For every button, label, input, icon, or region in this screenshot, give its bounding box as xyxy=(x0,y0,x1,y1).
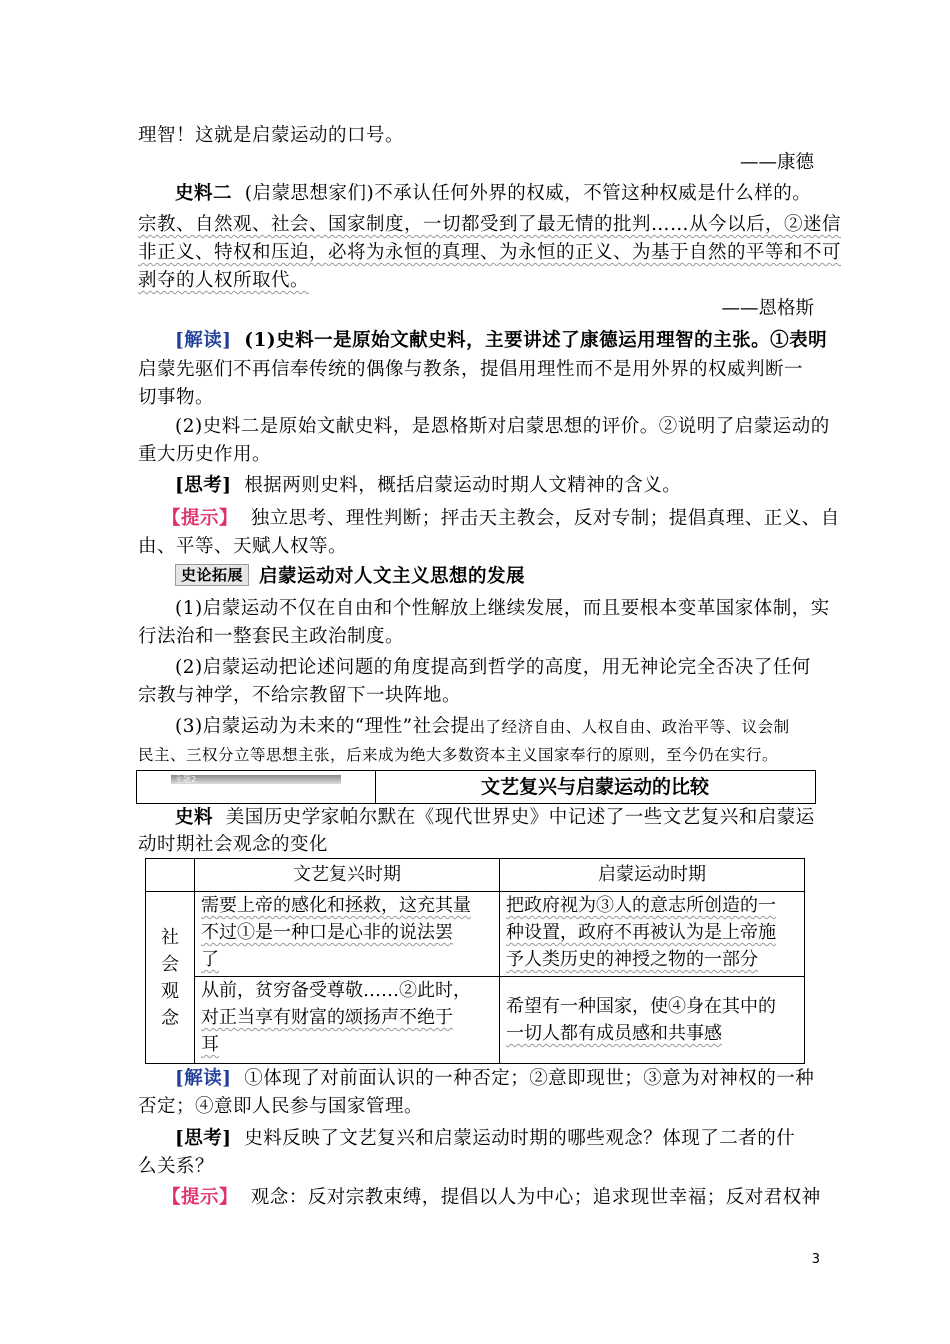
author-kant: ——康德 xyxy=(739,152,814,173)
table-cell: 把政府视为③人的意志所创造的一 种设置，政府不再被认为是上帝施 予人类历史的神授之物的一部分 xyxy=(500,892,805,977)
table-cell: 从前，贫穷备受尊敬……②此时， 对正当享有财富的颂扬声不绝于 耳 xyxy=(195,977,500,1064)
table-row xyxy=(146,892,805,977)
text-line: 行法治和一整套民主政治制度。 xyxy=(138,626,405,647)
hint-line: 【提示】 独立思考、理性判断；抨击天主教会，反对专制；提倡真理、正义、自 xyxy=(162,508,840,529)
table-cell: 需要上帝的感化和拯救，这充其量 不过①是一种口是心非的说法罢 了 xyxy=(195,892,500,977)
source-two-label: 史料二 xyxy=(175,183,233,204)
text-line: (2)启蒙运动把论述问题的角度提高到哲学的高度，用无神论完全否决了任何 xyxy=(175,657,811,678)
source-label: 史料 xyxy=(175,807,214,828)
interpret-label: [解读] xyxy=(175,330,232,351)
text-line: 由、平等、天赋人权等。 xyxy=(138,536,348,557)
text-line: 切事物。 xyxy=(138,387,215,408)
think-line: [思考] 史料反映了文艺复兴和启蒙运动时期的哪些观念？体现了二者的什 xyxy=(175,1128,796,1149)
think-label: [思考] xyxy=(175,475,232,496)
text-line: 否定；④意即人民参与国家管理。 xyxy=(138,1096,424,1117)
table-corner xyxy=(146,859,195,892)
text-line: 宗教与神学，不给宗教留下一块阵地。 xyxy=(138,685,462,706)
source-line: 史料 美国历史学家帕尔默在《现代世界史》中记述了一些文艺复兴和启蒙运 xyxy=(175,807,815,828)
text-line: 启蒙先驱们不再信奉传统的偶像与教条，提倡用理性而不是用外界的权威判断一 xyxy=(138,359,804,380)
hint-line: 【提示】 观念：反对宗教束缚，提倡以人为中心；追求现世幸福；反对君权神 xyxy=(162,1187,821,1208)
text-line: 么关系？ xyxy=(138,1156,215,1177)
comparison-table xyxy=(145,858,805,1064)
think-line: [思考] 根据两则史料，概括启蒙运动时期人文精神的含义。 xyxy=(175,475,682,496)
hint-label: 【提示】 xyxy=(162,508,239,529)
row-label-social-concept: 社 会 观 念 xyxy=(146,892,195,1064)
text-line: 重大历史作用。 xyxy=(138,444,272,465)
text-line: (3)启蒙运动为未来的“理性”社会提出了经济自由、人权自由、政治平等、议会制 xyxy=(175,716,790,737)
interpret-line: [解读] (1)史料一是原始文献史料，主要讲述了康德运用理智的主张。①表明 xyxy=(175,330,828,351)
text-line: (2)史料二是原始文献史料，是恩格斯对启蒙思想的评价。②说明了启蒙运动的 xyxy=(175,416,830,437)
theme-badge: 主题2 xyxy=(171,775,341,784)
table-cell: 希望有一种国家，使④身在其中的 一切人都有成员感和共事感 xyxy=(500,977,805,1064)
theme-badge-cell xyxy=(137,771,376,803)
interpret-label: [解读] xyxy=(175,1068,232,1089)
author-engels: ——恩格斯 xyxy=(721,298,814,319)
text-line: 民主、三权分立等思想主张，后来成为绝大多数资本主义国家奉行的原则，至今仍在实行。 xyxy=(138,746,779,764)
table-header-row xyxy=(146,859,805,892)
text-line: 剥夺的人权所取代。 xyxy=(138,270,310,291)
text-line: 宗教、自然观、社会、国家制度，一切都受到了最无情的批判……从今以后，②迷信 xyxy=(138,214,842,235)
extension-heading: 史论拓展 启蒙运动对人文主义思想的发展 xyxy=(175,564,525,590)
text-line: 动时期社会观念的变化 xyxy=(138,834,329,855)
text-line: 理智！这就是启蒙运动的口号。 xyxy=(138,125,405,146)
hint-label: 【提示】 xyxy=(162,1187,239,1208)
think-label: [思考] xyxy=(175,1128,232,1149)
extension-tag: 史论拓展 xyxy=(175,564,249,586)
table-row xyxy=(146,977,805,1064)
text-line: (1)启蒙运动不仅在自由和个性解放上继续发展，而且要根本变革国家体制，实 xyxy=(175,598,830,619)
table-header-renaissance: 文艺复兴时期 xyxy=(195,859,500,892)
source-two-line: 史料二 (启蒙思想家们)不承认任何外界的权威，不管这种权威是什么样的。 xyxy=(175,183,812,204)
interpret-line: [解读] ①体现了对前面认识的一种否定；②意即现世；③意为对神权的一种 xyxy=(175,1068,815,1089)
theme-title: 文艺复兴与启蒙运动的比较 xyxy=(480,776,709,798)
theme-header-box xyxy=(136,770,816,804)
text-line: 非正义、特权和压迫，必将为永恒的真理、为永恒的正义、为基于自然的平等和不可 xyxy=(138,242,842,263)
page-number: 3 xyxy=(811,1252,820,1267)
table-header-enlightenment: 启蒙运动时期 xyxy=(500,859,805,892)
